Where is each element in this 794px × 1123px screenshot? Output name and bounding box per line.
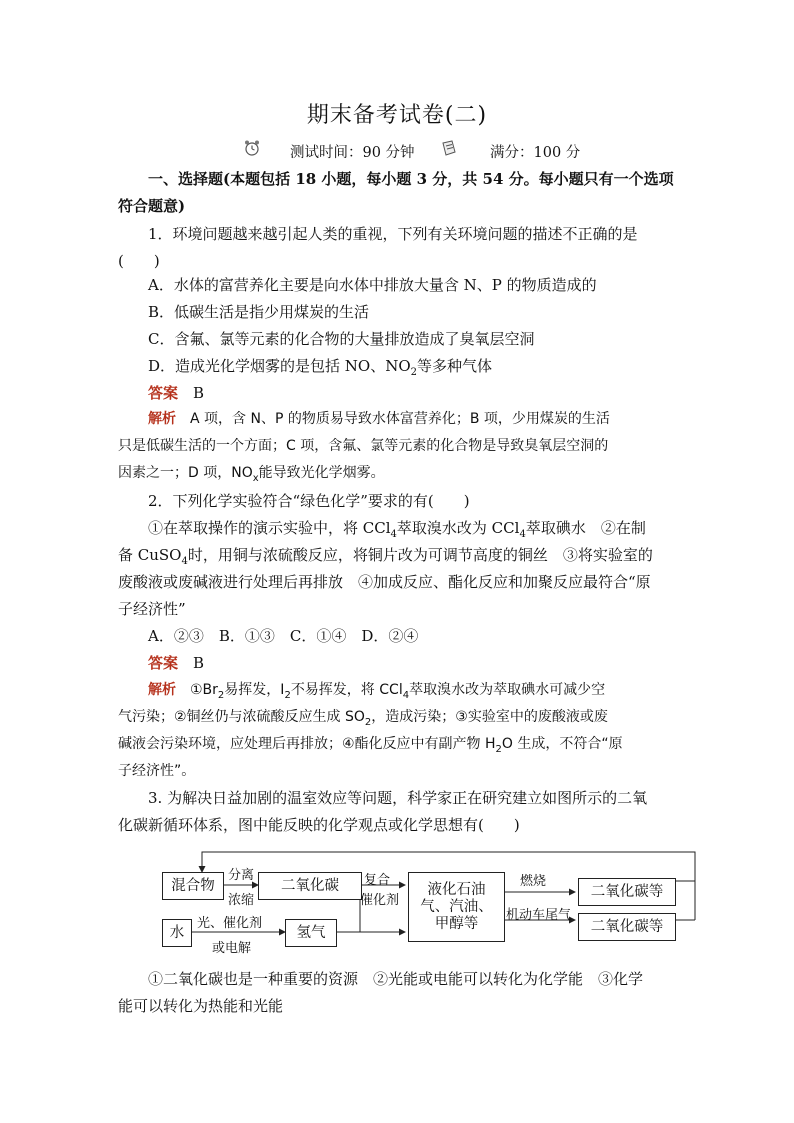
q3-statement-2: 能可以转化为热能和光能: [118, 997, 284, 1015]
full-score: 满分：100 分: [490, 145, 581, 161]
test-time: 测试时间：90 分钟: [290, 145, 415, 161]
fuel-line-2: 气、汽油、: [420, 898, 493, 915]
hydrogen-box: 氢气: [285, 919, 337, 947]
q2-stem: 2．下列化学实验符合“绿色化学”要求的有( ): [148, 492, 470, 510]
section-heading-cont: 符合题意): [118, 197, 186, 215]
light-catalyst-label: 光、催化剂: [197, 916, 263, 931]
q1-answer: 答案 B: [148, 384, 205, 402]
paper-icon: [440, 139, 458, 157]
q2-explanation-3: 碱液会污染环境，应处理后再排放；④酯化反应中有副产物 $H_2O$ 生成，不符合“原: [118, 736, 623, 755]
q1-explanation-3: 因素之一；D 项，$NO_x$能导致光化学烟雾。: [118, 465, 385, 484]
q3-stem: 3. 为解决日益加剧的温室效应等问题，科学家正在研究建立如图所示的二氧: [148, 789, 648, 807]
co2-etc-box-2: 二氧化碳等: [578, 913, 676, 941]
q2-explanation-2: 气污染；②铜丝仍与浓硫酸反应生成 $SO_2$，造成污染；③实验室中的废酸液或废: [118, 709, 608, 728]
burn-label: 燃烧: [520, 874, 547, 889]
q3-stem-cont: 化碳新循环体系，图中能反映的化学观点或化学思想有( ): [118, 816, 520, 834]
q3-statement-1: ①二氧化碳也是一种重要的资源 ②光能或电能可以转化为化学能 ③化学: [148, 970, 644, 988]
compound-label: 复合: [364, 873, 391, 888]
co2-etc-box-1: 二氧化碳等: [578, 878, 676, 906]
q1-option-c: C．含氟、氯等元素的化合物的大量排放造成了臭氧层空洞: [148, 330, 535, 348]
q2-statement-2: 备 CuSO$_4$时，用铜与浓硫酸反应，将铜片改为可调节高度的铜丝 ③将实验室的: [118, 546, 653, 567]
q2-answer: 答案 B: [148, 654, 205, 672]
co2-box: 二氧化碳: [258, 872, 362, 900]
water-box: 水: [162, 919, 192, 947]
fuel-line-3: 甲醇等: [434, 915, 479, 932]
q2-statement-3: 废酸液或废碱液进行处理后再排放 ④加成反应、酯化反应和加聚反应最符合“原: [118, 573, 651, 591]
q2-statement-1: ①在萃取操作的演示实验中，将 CCl$_4$萃取溴水改为 CCl$_4$萃取碘水 ②在制: [148, 519, 646, 540]
page-title: 期末备考试卷(二): [306, 103, 488, 128]
q1-stem: 1．环境问题越来越引起人类的重视，下列有关环境问题的描述不正确的是: [148, 225, 638, 243]
q1-explanation-1: 解析 A 项，含 N、P 的物质易导致水体富营养化；B 项，少用煤炭的生活: [148, 411, 610, 427]
q2-options: A．②③ B．①③ C．①④ D．②④: [148, 627, 419, 645]
q2-statement-4: 子经济性”: [118, 600, 186, 618]
q2-explanation-1: 解析 $①Br_2$易挥发，$I_2$不易挥发，将 CCl$_4$萃取溴水改为萃取碘水可减少空: [148, 682, 606, 701]
q1-option-a: A．水体的富营养化主要是向水体中排放大量含 N、P 的物质造成的: [148, 276, 597, 294]
q2-explanation-4: 子经济性”。: [118, 763, 196, 779]
mixture-box: 混合物: [162, 872, 224, 900]
separate-label: 分离: [228, 868, 255, 883]
co2-cycle-diagram: [150, 844, 710, 956]
exhaust-label: 机动车尾气: [506, 908, 572, 923]
q1-option-b: B．低碳生活是指少用煤炭的生活: [148, 303, 370, 321]
fuels-box: [408, 872, 505, 942]
q1-stem-bracket: ( ): [118, 252, 160, 270]
q1-option-d: D．造成光化学烟雾的是包括 NO、$NO_2$等多种气体: [148, 357, 493, 378]
catalyst-label: 催化剂: [360, 893, 400, 908]
alarm-clock-icon: [243, 139, 261, 157]
electrolysis-label: 或电解: [212, 941, 252, 956]
section-heading: 一、选择题(本题包括 18 小题，每小题 3 分，共 54 分。每小题只有一个选项: [148, 170, 674, 188]
concentrate-label: 浓缩: [228, 893, 255, 908]
fuel-line-1: 液化石油: [427, 881, 486, 898]
q1-explanation-2: 只是低碳生活的一个方面；C 项，含氟、氯等元素的化合物是导致臭氧层空洞的: [118, 438, 609, 454]
